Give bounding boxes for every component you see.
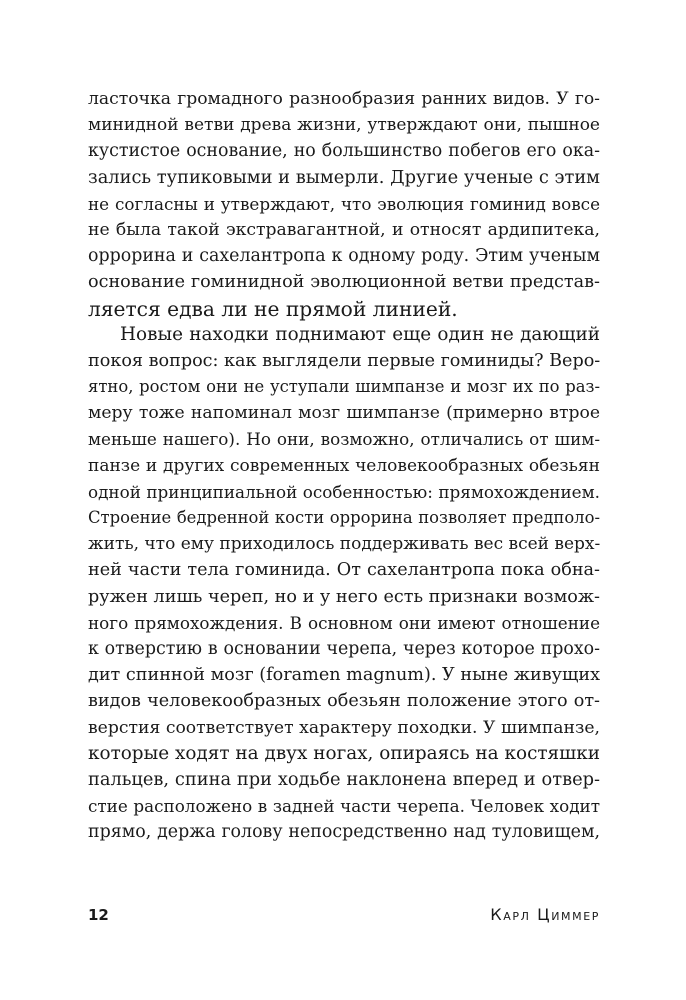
text-line: покоя вопрос: как выглядели первые гоминиды? Веро- (88, 350, 601, 371)
text-line: прямо, держа голову непосредственно над туловищем, (88, 822, 600, 843)
text-line: кустистое основание, но большинство побегов его ока- (88, 141, 600, 162)
text-line: зались тупиковыми и вымерли. Другие ученые с этим (88, 166, 600, 188)
text-line: Строение бедренной кости оррорина позволяет предполо- (88, 508, 600, 527)
text-line: видов человекообразных обезьян положение этого от- (88, 691, 600, 712)
text-line: ласточка громадного разнообразия ранних видов. У го- (88, 89, 600, 109)
text-line: стие расположено в задней части черепа. Человек ходит (88, 796, 600, 817)
text-line: жить, что ему приходилось поддерживать вес всей верх- (88, 534, 601, 555)
text-line: дит спинной мозг (foramen magnum). У ныне живущих (88, 665, 600, 686)
text-line: панзе и других современных человекообразных обезьян (88, 455, 600, 476)
text-line: не согласны и утверждают, что эволюция гоминид вовсе (88, 193, 600, 214)
text-line: ного прямохождения. В основном они имеют отношение (88, 612, 600, 633)
text-line: ней части тела гоминида. От сахелантропа пока обна- (88, 560, 600, 581)
text-line: минидной ветви древа жизни, утверждают они, пышное (88, 115, 600, 136)
text-line: верстия соответствует характеру походки. У шимпанзе, (88, 717, 600, 738)
text-line: к отверстию в основании черепа, через которое прохо- (88, 638, 600, 659)
body-text (88, 86, 600, 845)
text-line: меньше нашего). Но они, возможно, отличались от шим- (88, 429, 600, 450)
text-line: пальцев, спина при ходьбе наклонена вперед и отвер- (88, 768, 600, 790)
text-line: ятно, ростом они не уступали шимпанзе и мозг их по раз- (88, 377, 600, 397)
text-line: не была такой экстравагантной, и относят ардипитека, (88, 219, 600, 240)
text-line: меру тоже напоминал мозг шимпанзе (примерно втрое (88, 403, 600, 424)
running-head-author: Карл Циммер (490, 905, 600, 924)
page-number: 12 (88, 906, 109, 924)
text-line: одной принципиальной особенностью: прямохождением. (88, 481, 600, 502)
text-line: основание гоминидной эволюционной ветви представ- (88, 272, 600, 293)
text-line: которые ходят на двух ногах, опираясь на костяшки (88, 742, 600, 764)
text-line: ружен лишь череп, но и у него есть признаки возмож- (88, 586, 600, 607)
paragraph-end-line: ляется едва ли не прямой линией. (88, 296, 458, 321)
text-line: оррорина и сахелантропа к одному роду. Этим ученым (88, 246, 600, 267)
paragraph-start-line: Новые находки поднимают еще один не дающий (120, 323, 600, 345)
